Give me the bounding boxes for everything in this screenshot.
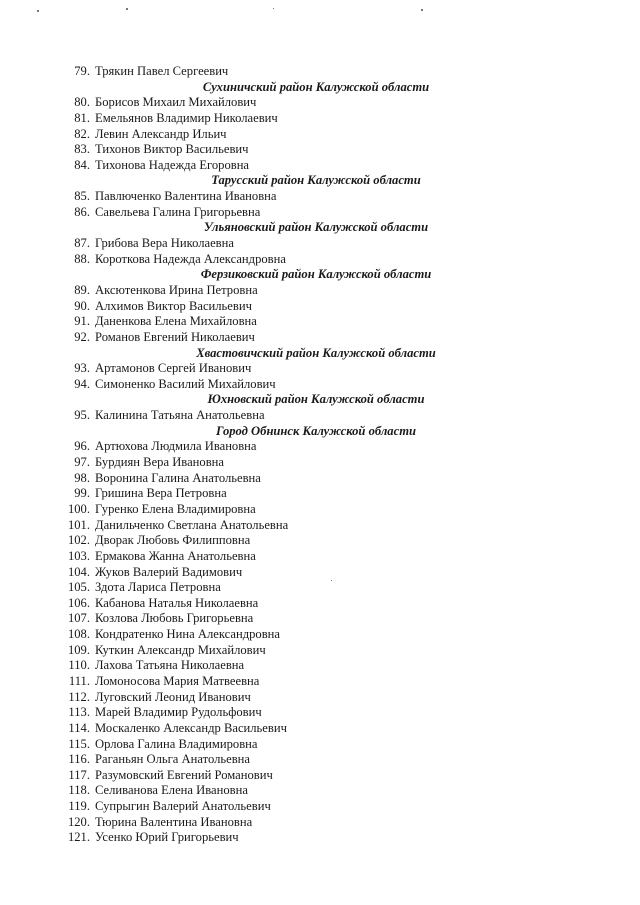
person-name: Разумовский Евгений Романович	[95, 767, 273, 782]
section-title: Ферзиковский район Калужской области	[200, 267, 432, 282]
item-number: 84.	[74, 157, 90, 172]
person-name: Воронина Галина Анатольевна	[95, 470, 261, 485]
person-name: Тихонов Виктор Васильевич	[95, 142, 249, 157]
item-number: 106.	[67, 595, 90, 610]
person-name: Симоненко Василий Михайлович	[95, 376, 276, 391]
list-item	[0, 471, 640, 487]
person-name: Тихонова Надежда Егоровна	[95, 157, 250, 172]
person-name: Борисов Михаил Михайлович	[95, 95, 257, 110]
person-name: Лахова Татьяна Николаевна	[95, 658, 245, 673]
item-number: 92.	[74, 329, 90, 344]
list-item	[0, 783, 640, 799]
item-number: 120.	[67, 814, 90, 829]
item-number: 110.	[68, 658, 90, 673]
list-item	[0, 252, 640, 268]
section-title: Хвастовичский район Калужской области	[196, 345, 436, 360]
list-item	[0, 533, 640, 549]
list-item	[0, 518, 640, 534]
list-item	[0, 830, 640, 846]
list-item	[0, 64, 640, 80]
item-number: 101.	[67, 517, 90, 532]
list-item	[0, 408, 640, 424]
list-item	[0, 205, 640, 221]
person-name: Ермакова Жанна Анатольевна	[95, 548, 256, 563]
item-number: 99.	[74, 486, 90, 501]
section-title: Город Обнинск Калужской области	[215, 423, 416, 438]
item-number: 88.	[74, 251, 90, 266]
section-heading	[0, 267, 640, 283]
list-item	[0, 705, 640, 721]
item-number: 115.	[68, 736, 90, 751]
item-number: 112.	[68, 689, 90, 704]
list-item	[0, 627, 640, 643]
section-title: Ульяновский район Калужской области	[203, 220, 429, 235]
item-number: 121.	[67, 830, 90, 845]
person-name: Жуков Валерий Вадимович	[95, 564, 243, 579]
person-name: Козлова Любовь Григорьевна	[95, 611, 254, 626]
item-number: 97.	[74, 455, 90, 470]
person-name: Грибова Вера Николаевна	[95, 236, 234, 251]
item-number: 107.	[67, 611, 90, 626]
item-number: 87.	[74, 236, 90, 251]
list-item	[0, 596, 640, 612]
list-item	[0, 502, 640, 518]
list-item	[0, 752, 640, 768]
list-item	[0, 142, 640, 158]
person-name: Павлюченко Валентина Ивановна	[95, 189, 277, 204]
list-item	[0, 674, 640, 690]
item-number: 90.	[74, 298, 90, 313]
section-heading	[0, 220, 640, 236]
person-name: Гришина Вера Петровна	[95, 486, 227, 501]
person-name: Артюхова Людмила Ивановна	[95, 439, 257, 454]
list-item	[0, 549, 640, 565]
list-item	[0, 486, 640, 502]
item-number: 82.	[74, 126, 90, 141]
list-item	[0, 690, 640, 706]
person-name: Калинина Татьяна Анатольевна	[95, 408, 265, 423]
item-number: 109.	[67, 642, 90, 657]
list-item	[0, 768, 640, 784]
scan-speck	[421, 9, 423, 11]
item-number: 103.	[67, 548, 90, 563]
list-item	[0, 580, 640, 596]
person-name: Даненкова Елена Михайловна	[95, 314, 257, 329]
list-item	[0, 737, 640, 753]
person-name: Савельева Галина Григорьевна	[95, 204, 261, 219]
list-item	[0, 330, 640, 346]
item-number: 95.	[74, 408, 90, 423]
item-number: 105.	[67, 580, 90, 595]
list-item	[0, 565, 640, 581]
person-name: Марей Владимир Рудольфович	[95, 705, 262, 720]
item-number: 96.	[74, 439, 90, 454]
person-name: Ломоносова Мария Матвеевна	[95, 673, 260, 688]
list-item	[0, 299, 640, 315]
list-item	[0, 314, 640, 330]
section-heading	[0, 173, 640, 189]
person-name: Данильченко Светлана Анатольевна	[95, 517, 289, 532]
person-name: Кабанова Наталья Николаевна	[95, 595, 259, 610]
item-number: 98.	[74, 470, 90, 485]
section-title: Сухиничский район Калужской области	[202, 79, 430, 94]
item-number: 108.	[67, 627, 90, 642]
person-name: Кондратенко Нина Александровна	[95, 627, 280, 642]
person-name: Алхимов Виктор Васильевич	[95, 298, 252, 313]
person-name: Луговский Леонид Иванович	[95, 689, 251, 704]
item-number: 85.	[74, 189, 90, 204]
person-name: Москаленко Александр Васильевич	[95, 720, 287, 735]
item-number: 114.	[68, 720, 90, 735]
section-heading	[0, 346, 640, 362]
list-item	[0, 158, 640, 174]
list-item	[0, 643, 640, 659]
section-title: Тарусский район Калужской области	[211, 173, 421, 188]
person-name: Романов Евгений Николаевич	[95, 329, 255, 344]
person-name: Левин Александр Ильич	[95, 126, 227, 141]
person-name: Усенко Юрий Григорьевич	[95, 830, 239, 845]
list-item	[0, 799, 640, 815]
section-heading	[0, 424, 640, 440]
list-item	[0, 361, 640, 377]
scan-speck	[126, 8, 128, 10]
person-name: Куткин Александр Михайлович	[95, 642, 266, 657]
list-item	[0, 111, 640, 127]
person-name: Селиванова Елена Ивановна	[95, 783, 248, 798]
person-name: Емельянов Владимир Николаевич	[95, 110, 278, 125]
list-item	[0, 236, 640, 252]
item-number: 94.	[74, 376, 90, 391]
item-number: 91.	[74, 314, 90, 329]
item-number: 116.	[68, 752, 90, 767]
scan-speck	[273, 8, 274, 9]
person-name: Тюрина Валентина Ивановна	[95, 814, 253, 829]
scan-speck	[37, 10, 39, 12]
item-number: 102.	[67, 533, 90, 548]
item-number: 83.	[74, 142, 90, 157]
item-number: 118.	[68, 783, 90, 798]
item-number: 80.	[74, 95, 90, 110]
person-name: Здота Лариса Петровна	[95, 580, 221, 595]
person-name: Орлова Галина Владимировна	[95, 736, 258, 751]
person-name: Гуренко Елена Владимировна	[95, 501, 256, 516]
item-number: 119.	[68, 799, 90, 814]
person-name: Трякин Павел Сергеевич	[95, 64, 229, 78]
list-item	[0, 95, 640, 111]
item-number: 93.	[74, 361, 90, 376]
item-number: 117.	[68, 767, 90, 782]
list-item	[0, 721, 640, 737]
item-number: 81.	[74, 110, 90, 125]
name-list	[0, 64, 640, 846]
person-name: Супрыгин Валерий Анатольевич	[95, 799, 271, 814]
item-number: 89.	[74, 282, 90, 297]
item-number: 100.	[67, 501, 90, 516]
person-name: Артамонов Сергей Иванович	[95, 361, 252, 376]
person-name: Аксютенкова Ирина Петровна	[95, 282, 258, 297]
list-item	[0, 658, 640, 674]
list-item	[0, 377, 640, 393]
list-item	[0, 439, 640, 455]
section-title: Юхновский район Калужской области	[207, 392, 425, 407]
item-number: 86.	[74, 204, 90, 219]
section-heading	[0, 80, 640, 96]
person-name: Дворак Любовь Филипповна	[95, 533, 251, 548]
item-number: 113.	[68, 705, 90, 720]
person-name: Короткова Надежда Александровна	[95, 251, 286, 266]
item-number: 104.	[67, 564, 90, 579]
list-item	[0, 189, 640, 205]
list-item	[0, 815, 640, 831]
list-item	[0, 611, 640, 627]
item-number: 111.	[68, 673, 90, 688]
list-item	[0, 455, 640, 471]
item-number: 79.	[74, 64, 90, 78]
list-item	[0, 283, 640, 299]
section-heading	[0, 392, 640, 408]
list-item	[0, 127, 640, 143]
person-name: Раганьян Ольга Анатольевна	[95, 752, 250, 767]
person-name: Бурдиян Вера Ивановна	[95, 455, 224, 470]
